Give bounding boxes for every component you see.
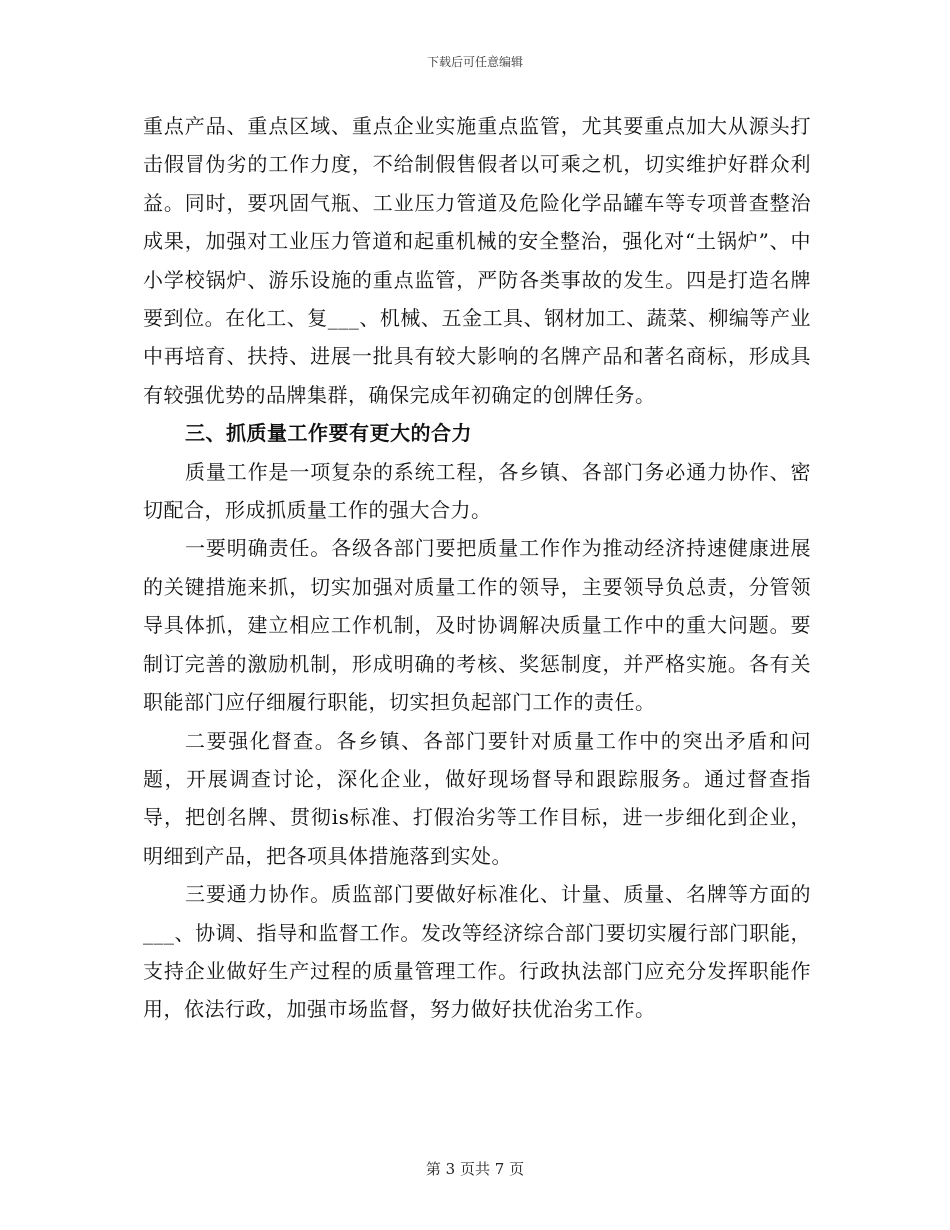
paragraph-supervision: 二要强化督查。各乡镇、各部门要针对质量工作中的突出矛盾和问题，开展调查讨论，深化企业，做好现场督导和跟踪服务。通过督查指导，把创名牌、贯彻is标准、打假治劣等工作目标，进一步细化到企业，明细到产品，把各项具体措施落到实处。 (143, 728, 811, 868)
page-header: 下载后可任意编辑 (426, 55, 523, 69)
paragraph-responsibility: 一要明确责任。各级各部门要把质量工作作为推动经济持速健康进展的关键措施来抓，切实加强对质量工作的领导，主要领导负总责，分管领导具体抓，建立相应工作机制，及时协调解决质量工作中的重大问题。要制订完善的激励机制，形成明确的考核、奖惩制度，并严格实施。各有关职能部门应仔细履行职能，切实担负起部门工作的责任。 (143, 536, 811, 715)
page-number-footer: 第 3 页共 7 页 (425, 1160, 525, 1178)
document-body (143, 107, 811, 1029)
paragraph-continuation: 重点产品、重点区域、重点企业实施重点监管，尤其要重点加大从源头打击假冒伪劣的工作力度，不给制假售假者以可乘之机，切实维护好群众利益。同时，要巩固气瓶、工业压力管道及危险化学品罐车等专项普查整治成果，加强对工业压力管道和起重机械的安全整治，强化对“土锅炉”、中小学校锅炉、游乐设施的重点监管，严防各类事故的发生。四是打造名牌要到位。在化工、复___、机械、五金工具、钢材加工、蔬菜、柳编等产业中再培育、扶持、进展一批具有较大影响的名牌产品和著名商标，形成具有较强优势的品牌集群，确保完成年初确定的创牌任务。 (143, 114, 811, 407)
paragraph-cooperation: 三要通力协作。质监部门要做好标准化、计量、质量、名牌等方面的___、协调、指导和监督工作。发改等经济综合部门要切实履行部门职能，支持企业做好生产过程的质量管理工作。行政执法部门应充分发挥职能作用，依法行政，加强市场监督，努力做好扶优治劣工作。 (143, 882, 811, 1022)
paragraph-intro: 质量工作是一项复杂的系统工程，各乡镇、各部门务必通力协作、密切配合，形成抓质量工作的强大合力。 (143, 459, 811, 523)
section-heading: 三、抓质量工作要有更大的合力 (185, 421, 472, 446)
